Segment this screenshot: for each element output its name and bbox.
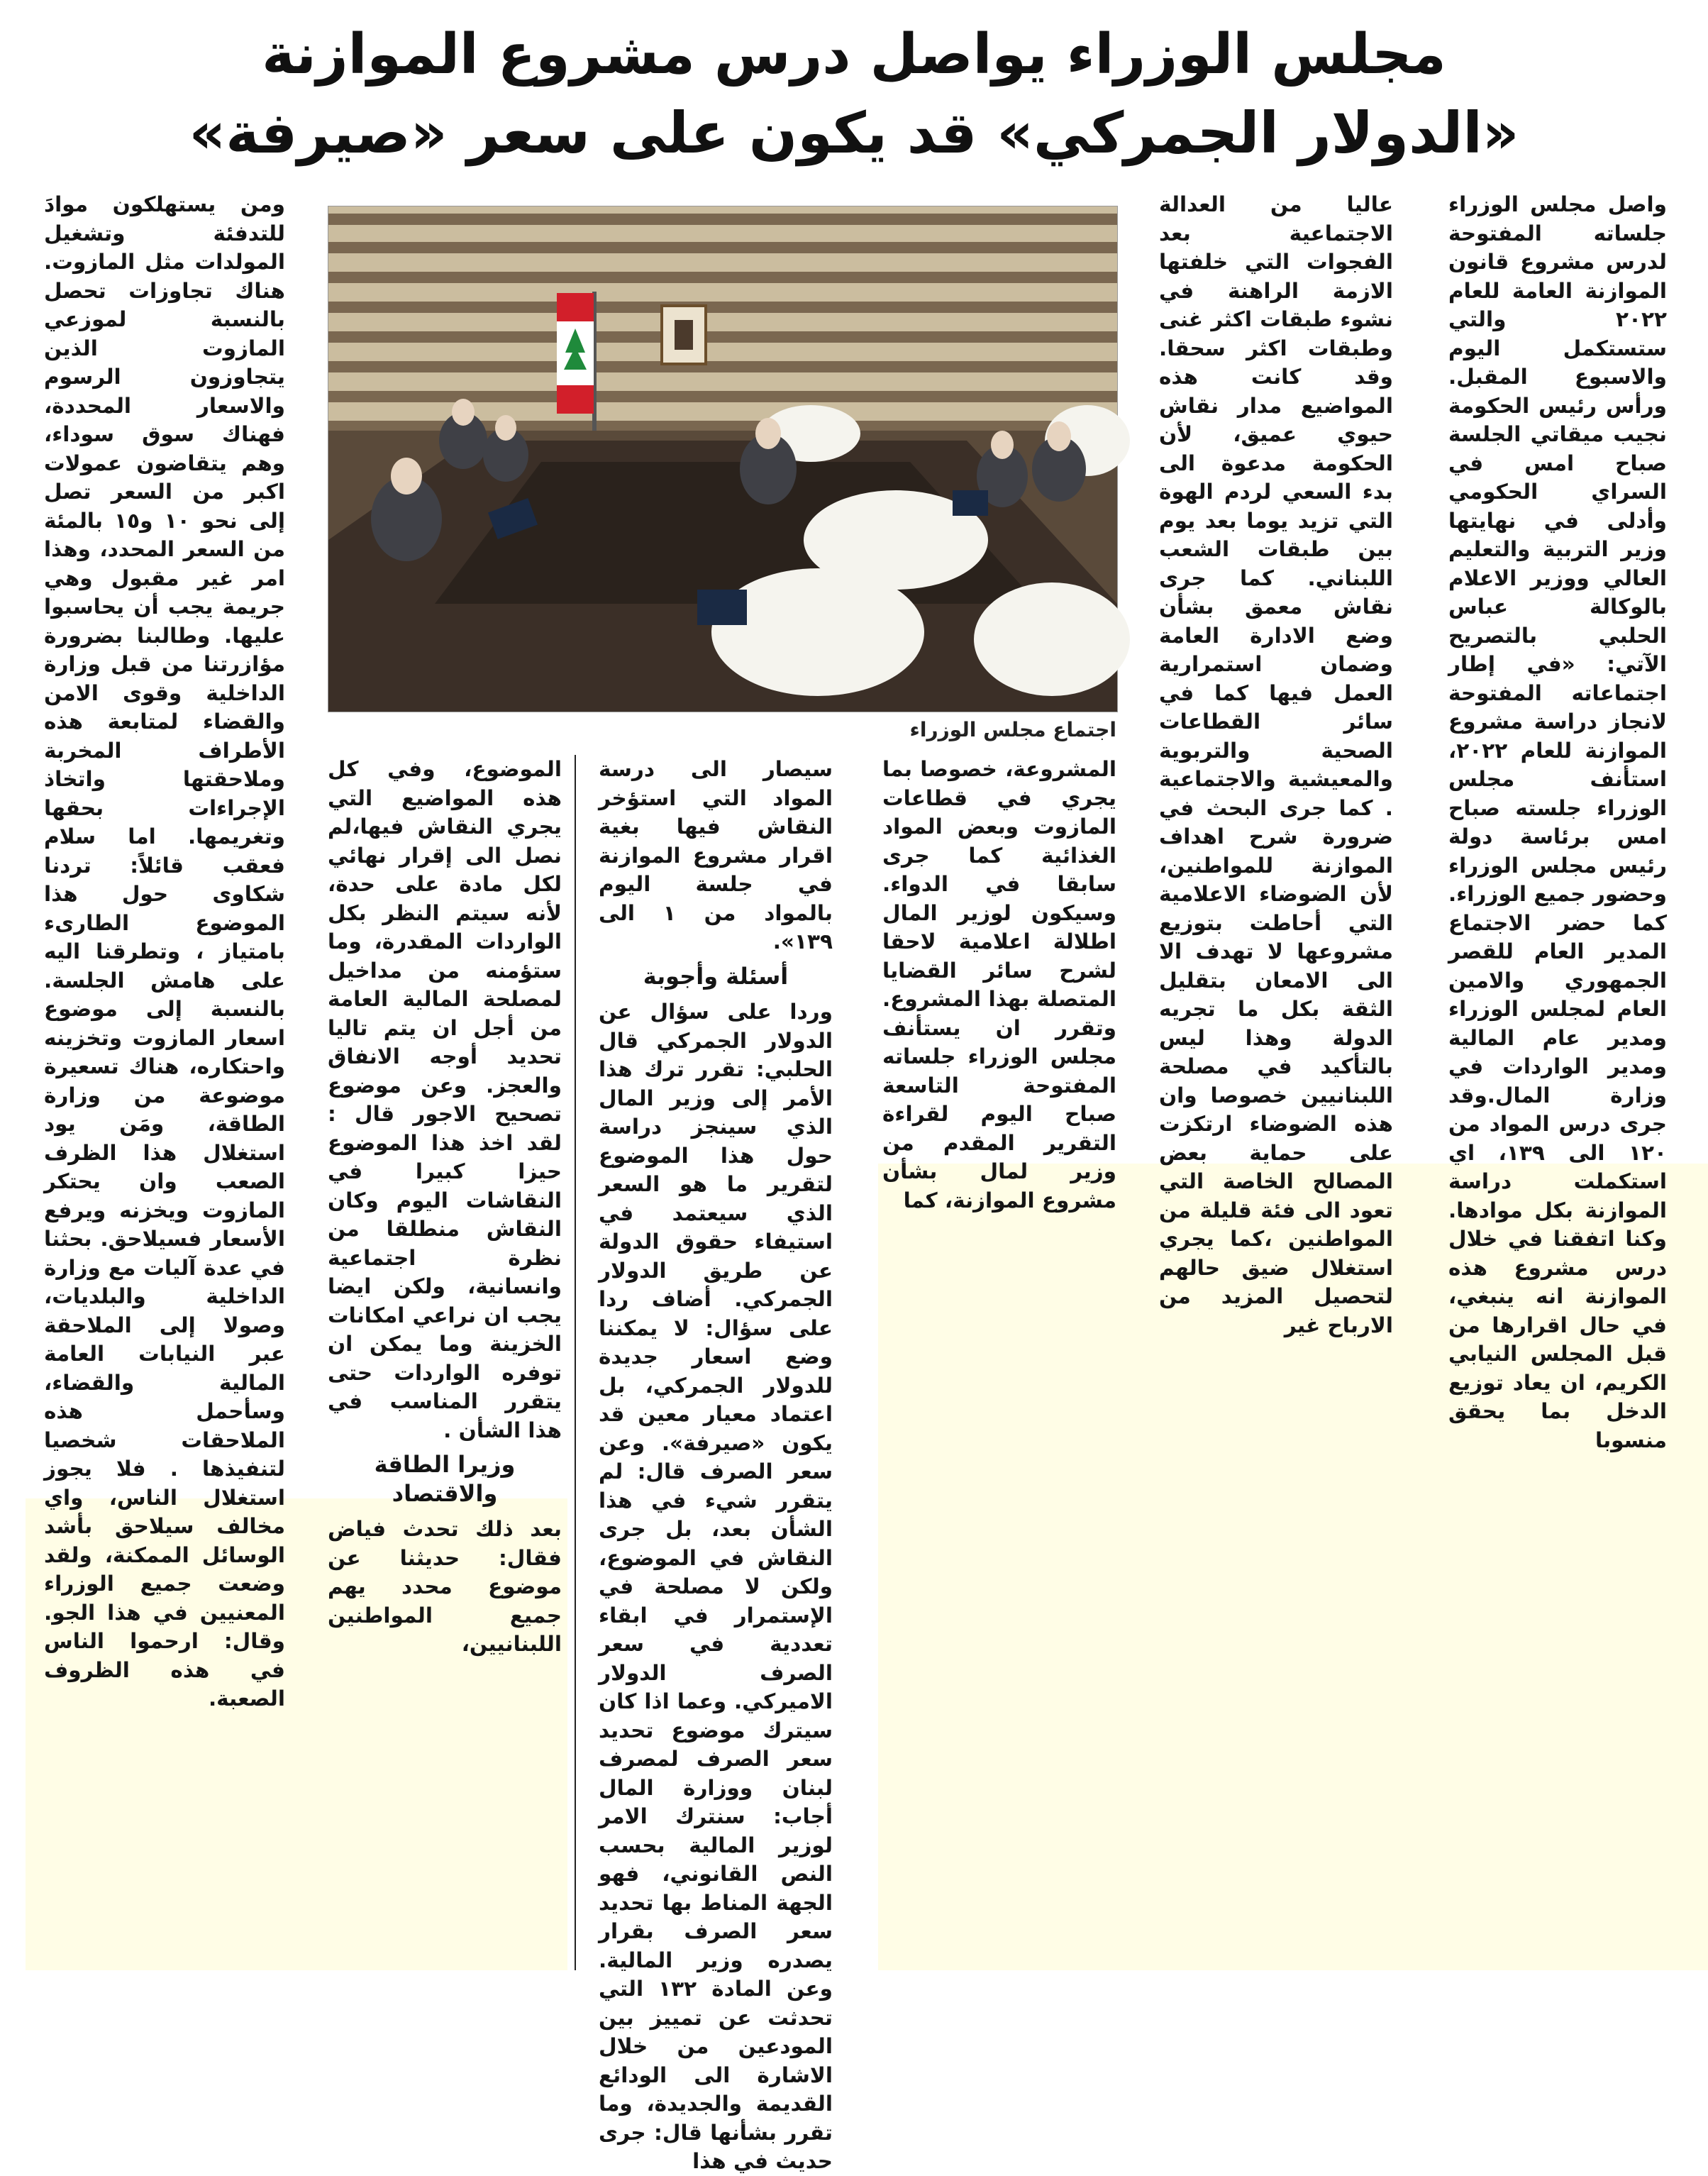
column-4-body: وردا على سؤال عن الدولار الجمركي قال الحلبي: تقرر ترك هذا الأمر إلى وزير المال الذي سينجز دراسة حول هذا الموضوع لتقرير ما هو السعر الذي سيعتمد في استيفاء حقوق الدولة عن طريق الدولار الجمركي. أضاف ردا على سؤال: لا يمكننا وضع اسعار جديدة للدولار الجمركي، بل اعتماد معيار معين قد يكون «صيرفة». وعن سعر الصرف قال: لم يتقرر شيء في هذا الشأن بعد، بل جرى النقاش في الموضوع، ولكن لا مصلحة في الإستمرار في ابقاء تعددية في سعر الصرف الدولار الاميركي. وعما اذا كان سيترك موضوع تحديد سعر الصرف لمصرف لبنان ووزارة المال أجاب: سنترك الامر لوزير المالية بحسب النص القانوني، فهو الجهة المناط بها تحديد سعر الصرف بقرار يصدره وزير المالية. وعن المادة ١٣٢ التي تحدثت عن تمييز بين المودعين من خلال الاشارة الى الودائع القديمة والجديدة، وما تقرر بشأنها قال: جرى حديث في هذا — [599, 1000, 833, 2173]
subheading-energy-economy-ministers: وزيرا الطاقة والاقتصاد — [374, 1451, 516, 1507]
column-4-intro: سيصار الى درسة المواد التي استؤخر النقاش فيها بغية اقرار مشروع الموازنة في جلسة اليوم بالمواد من ١ الى ١٣٩». — [599, 757, 833, 954]
article-column-6: ومن يستهلكون موادَ للتدفئة وتشغيل المولدات مثل المازوت. هناك تجاوزات تحصل بالنسبة لموزعي المازوت الذين يتجاوزون الرسوم والاسعار المحددة، فهناك سوق سوداء، وهم يتقاضون عمولات اكبر من السعر تصل إلى نحو ١٠ و١٥ بالمئة من السعر المحدد، وهذا امر غير مقبول وهي جريمة يجب أن يحاسبوا عليها. وطالبنا بضرورة مؤازرتنا من قبل وزارة الداخلية وقوى الامن والقضاء لمتابعة هذه الأطراف المخربة وملاحقتها واتخاذ الإجراءات بحقها وتغريمها. اما سلام فعقب قائلاً: تردنا شكاوى حول هذا الموضوع الطارىء بامتياز ، وتطرقنا اليه على هامش الجلسة. بالنسبة إلى موضوع اسعار المازوت وتخزينه واحتكاره، هناك تسعيرة موضوعة من وزارة الطاقة، ومَن يود استغلال هذا الظرف الصعب وان يحتكر المازوت ويخزنه ويرفع الأسعار فسيلاحق. بحثنا في عدة آليات مع وزارة الداخلية والبلديات، وصولا إلى الملاحقة عبر النيابات العامة المالية والقضاء، وسأحمل هذه الملاحقات شخصيا لتنفيذها . فلا يجوز استغلال الناس، واي مخالف سيلاحق بأشد الوسائل الممكنة، ولقد وضعت جميع الوزراء المعنيين في هذا الجو. وقال: ارحموا الناس في هذه الظروف الصعبة. — [44, 192, 285, 1711]
subheading-questions-answers: أسئلة وأجوبة — [643, 962, 789, 990]
headline-line-1: مجلس الوزراء يواصل درس مشروع الموازنة — [262, 23, 1446, 87]
article-column-2: عاليا من العدالة الاجتماعية بعد الفجوات التي خلفتها الازمة الراهنة في نشوء طبقات اكثر غنى وطبقات اكثر سحقا. وقد كانت هذه المواضيع مدار نقاش حيوي عميق، لأن الحكومة مدعوة الى بدء السعي لردم الهوة التي تزيد يوما بعد يوم بين طبقات الشعب اللبناني. كما جرى نقاش معمق بشأن وضع الادارة العامة وضمان استمرارية العمل فيها كما في سائر القطاعات الصحية والتربوية والمعيشية والاجتماعية . كما جرى البحث في ضرورة شرح اهداف الموازنة للمواطنين، لأن الضوضاء الاعلامية التي أحاطت بتوزيع مشروعها لا تهدف الا الى الامعان بتقليل الثقة بكل ما تجريه الدولة وهذا ليس بالتأكيد في مصلحة اللبنانيين خصوصا وان هذه الضوضاء ارتكزت على حماية بعض المصالح الخاصة التي تعود الى فئة قليلة من المواطنين ،كما يجري استغلال ضيق حالهم لتحصيل المزيد من الارباح غير — [1159, 192, 1393, 1337]
article-column-4 — [599, 755, 833, 2173]
article-column-1: واصل مجلس الوزراء جلساته المفتوحة لدرس مشروع قانون الموازنة العامة للعام ٢٠٢٢ والتي ستستكمل اليوم والاسبوع المقبل. ورأس رئيس الحكومة نجيب ميقاتي الجلسة صباح امس في السراي الحكومي وأدلى في نهايتها وزير التربية والتعليم العالي ووزير الاعلام بالوكالة عباس الحلبي بالتصريح الآتي: «في إطار اجتماعاته المفتوحة لانجاز دراسة مشروع الموازنة للعام ٢٠٢٢، استأنف مجلس الوزراء جلسته صباح امس برئاسة دولة رئيس مجلس الوزراء وحضور جميع الوزراء. كما حضر الاجتماع المدير العام للقصر الجمهوري والامين العام لمجلس الوزراء ومدير عام المالية ومدير الواردات في وزارة المال.وقد جرى درس المواد من ١٢٠ الى ١٣٩، اي استكملت دراسة الموازنة بكل موادها. وكنا اتفقنا في خلال درس مشروع هذه الموازنة انه ينبغي، في حال اقرارها من قبل المجلس النيابي الكريم، ان يعاد توزيع الدخل بما يحقق منسوبا — [1448, 192, 1667, 1452]
photo-caption: اجتماع مجلس الوزراء — [909, 718, 1116, 741]
headline-line-2: «الدولار الجمركي» قد يكون على سعر «صيرفة» — [189, 100, 1519, 166]
article-column-5 — [328, 755, 562, 1656]
column-5-body: بعد ذلك تحدث فياض فقال: حديثنا عن موضوع محدد يهم جميع المواطنين اللبنانيين، — [328, 1517, 562, 1656]
article-column-3: المشروعة، خصوصا بما يجري في قطاعات المازوت وبعض المواد الغذائية كما جرى سابقا في الدواء. وسيكون لوزير المال اطلالة اعلامية لاحقا لشرح سائر القضايا المتصلة بهذا المشروع. وتقرر ان يستأنف مجلس الوزراء جلساته المفتوحة التاسعة صباح اليوم لقراءة التقرير المقدم من وزير لمال بشأن مشروع الموازنة، كما — [882, 757, 1116, 1213]
column-5-intro: الموضوع، وفي كل هذه المواضيع التي يجري النقاش فيها،لم نصل الى إقرار نهائي لكل مادة على حدة، لأنه سيتم النظر بكل الواردات المقدرة، وما ستؤمنه من مداخيل لمصلحة المالية العامة من أجل ان يتم تاليا تحديد أوجه الانفاق والعجز. وعن موضوع تصحيح الاجور قال : لقد اخذ هذا الموضوع حيزا كبيرا في النقاشات اليوم وكان النقاش منطلقا من نظرة اجتماعية وانسانية، ولكن ايضا يجب ان نراعي امكانات الخزينة وما يمكن ان توفره الواردات حتى يتقرر المناسب في هذا الشأن . — [328, 757, 562, 1442]
column-divider — [575, 755, 576, 1970]
cabinet-meeting-photo — [328, 206, 1118, 712]
